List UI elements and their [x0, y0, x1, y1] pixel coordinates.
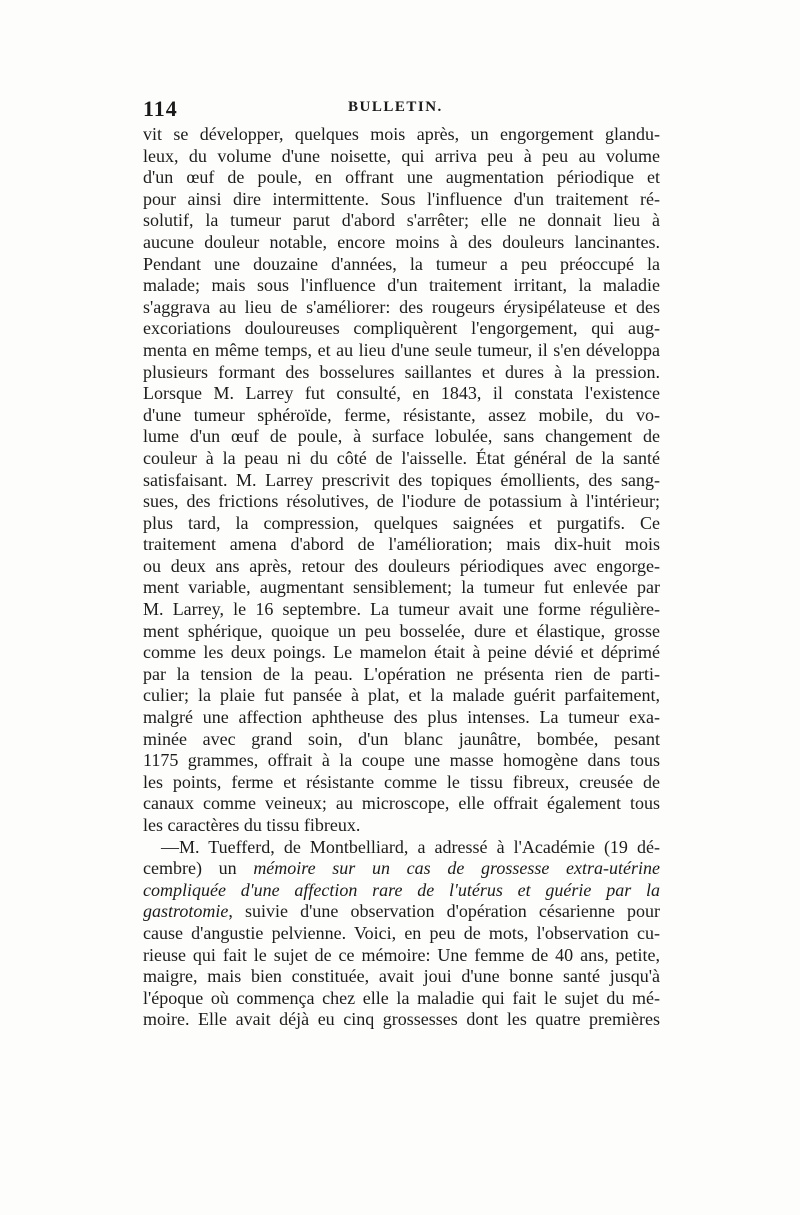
text-line: aucune douleur notable, encore moins à des douleurs lancinantes. [143, 231, 660, 252]
text-line: ou deux ans après, retour des douleurs périodiques avec engorge- [143, 555, 660, 576]
text-span: , suivie d'une observation d'opération césarienne pour [228, 901, 660, 922]
text-line: canaux comme veineux; au microscope, elle offrait également tous [143, 793, 660, 814]
body-text [143, 124, 660, 1031]
text-line: malgré une affection aphtheuse des plus intenses. La tumeur exa- [143, 707, 660, 728]
text-line: sues, des frictions résolutives, de l'iodure de potassium à l'intérieur; [143, 491, 660, 512]
text-line: ment sphérique, quoique un peu bosselée, dure et élastique, grosse [143, 620, 660, 641]
text-span: cembre) un [143, 858, 254, 879]
text-line: ment variable, augmentant sensiblement; la tumeur fut enlevée par [143, 577, 660, 598]
text-line: pour ainsi dire intermittente. Sous l'influence d'un traitement ré- [143, 188, 660, 209]
text-line: lume d'un œuf de poule, à surface lobulée, sans changement de [143, 426, 660, 447]
text-line: rieuse qui fait le sujet de ce mémoire: Une femme de 40 ans, petite, [143, 944, 660, 965]
text-line: solutif, la tumeur parut d'abord s'arrêter; elle ne donnait lieu à [143, 210, 660, 231]
text-line: comme les deux poings. Le mamelon était à peine dévié et déprimé [143, 642, 660, 663]
text-line: minée avec grand soin, d'un blanc jaunâtre, bombée, pesant [143, 728, 660, 749]
running-head: BULLETIN. [348, 99, 443, 115]
text-line: Pendant une douzaine d'années, la tumeur a peu préoccupé la [143, 253, 660, 274]
text-line: l'époque où commença chez elle la maladie qui fait le sujet du mé- [143, 987, 660, 1008]
text-line: s'aggrava au lieu de s'améliorer: des rougeurs érysipélateuse et des [143, 296, 660, 317]
text-line [143, 858, 660, 880]
text-line [143, 901, 660, 923]
text-line: —M. Tuefferd, de Montbelliard, a adressé à l'Académie (19 dé- [161, 836, 660, 857]
text-line: moire. Elle avait déjà eu cinq grossesses dont les quatre premières [143, 1009, 660, 1030]
text-line: les caractères du tissu fibreux. [143, 815, 361, 835]
italic-title: mémoire sur un cas de grossesse extra-utérine [253, 858, 660, 879]
text-line: couleur à la peau ni du côté de l'aisselle. État général de la santé [143, 447, 660, 468]
page-number: 114 [143, 96, 178, 121]
text-line: traitement amena d'abord de l'amélioration; mais dix-huit mois [143, 534, 660, 555]
paragraph [143, 124, 660, 837]
text-line: d'une tumeur sphéroïde, ferme, résistante, assez mobile, du vo- [143, 404, 660, 425]
text-line: cause d'angustie pelvienne. Voici, en peu de mots, l'observation cu- [143, 922, 660, 943]
text-line: 1175 grammes, offrait à la coupe une masse homogène dans tous [143, 750, 660, 771]
italic-title: compliquée d'une affection rare de l'utérus et guérie par la [143, 879, 660, 900]
text-line: d'un œuf de poule, en offrant une augmentation périodique et [143, 167, 660, 188]
text-line [143, 880, 660, 902]
text-line: par la tension de la peau. L'opération ne présenta rien de parti- [143, 663, 660, 684]
text-line: menta en même temps, et au lieu d'une seule tumeur, il s'en développa [143, 339, 660, 360]
text-line: maigre, mais bien constituée, avait joui d'une bonne santé jusqu'à [143, 966, 660, 987]
text-line: malade; mais sous l'influence d'un traitement irritant, la maladie [143, 275, 660, 296]
paragraph [143, 837, 660, 1031]
page-header [143, 96, 660, 120]
text-line: leux, du volume d'une noisette, qui arriva peu à peu au volume [143, 145, 660, 166]
text-line: plusieurs formant des bosselures saillantes et dures à la pression. [143, 361, 660, 382]
text-line: vit se développer, quelques mois après, un engorgement glandu- [143, 124, 660, 144]
text-line: les points, ferme et résistante comme le tissu fibreux, creusée de [143, 771, 660, 792]
text-line: culier; la plaie fut pansée à plat, et la malade guérit parfaitement, [143, 685, 660, 706]
text-line: excoriations douloureuses compliquèrent l'engorgement, qui aug- [143, 318, 660, 339]
text-line: satisfaisant. M. Larrey prescrivit des topiques émollients, des sang- [143, 469, 660, 490]
text-line: Lorsque M. Larrey fut consulté, en 1843, il constata l'existence [143, 383, 660, 404]
text-line: plus tard, la compression, quelques saignées et purgatifs. Ce [143, 512, 660, 533]
italic-title: gastrotomie [143, 901, 229, 922]
text-line: M. Larrey, le 16 septembre. La tumeur avait une forme régulière- [143, 599, 660, 620]
